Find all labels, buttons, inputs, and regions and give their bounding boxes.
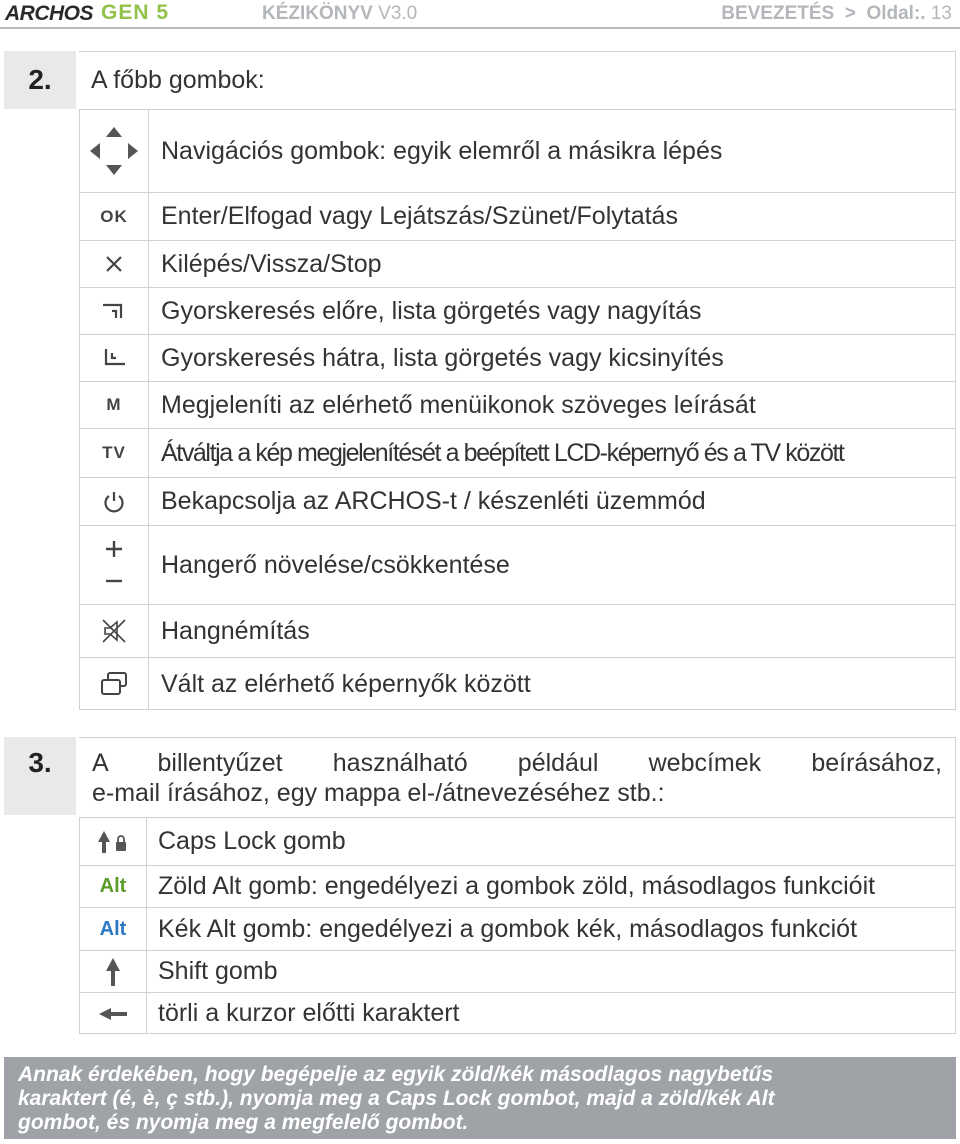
navigation-arrows-icon [80, 110, 149, 192]
tv-icon [80, 429, 149, 477]
table-row [80, 657, 955, 710]
row-description: Zöld Alt gomb: engedélyezi a gombok zöld, másodlagos funkcióit [158, 872, 876, 900]
section-3-border [955, 737, 956, 817]
alt-green-icon [80, 866, 147, 907]
row-description: Gyorskeresés hátra, lista görgetés vagy kicsinyítés [161, 343, 724, 372]
tip-note-line: karaktert (é, è, ç stb.), nyomja meg a Caps Lock gombot, majd a zöld/kék Alt [18, 1087, 775, 1110]
switch-screens-icon [80, 658, 149, 710]
keyboard-keys-table [79, 817, 956, 1034]
section-2-title: A főbb gombok: [79, 51, 956, 109]
section-3-intro [92, 748, 942, 808]
rewind-corner-icon [80, 335, 149, 381]
page-label: Oldal:. [866, 3, 926, 24]
alt-blue-icon [80, 908, 147, 950]
breadcrumb-section: BEVEZETÉS [721, 3, 835, 24]
row-description: Vált az elérhető képernyők között [161, 669, 531, 698]
menu-m-icon-label: M [106, 395, 122, 414]
model-name: GEN 5 [101, 1, 170, 24]
table-row [80, 381, 955, 428]
row-description: Átváltja a kép megjelenítését a beépített LCD-képernyő és a TV között [161, 438, 844, 467]
table-row [80, 428, 955, 477]
tip-note-line: Annak érdekében, hogy begépelje az egyik zöld/kék másodlagos nagybetűs [18, 1063, 774, 1086]
alt-green-icon-label: Alt [99, 875, 127, 897]
manual-version: V3.0 [378, 3, 418, 24]
table-row [80, 525, 955, 604]
tip-note [4, 1057, 956, 1139]
row-description: Kék Alt gomb: engedélyezi a gombok kék, másodlagos funkciót [158, 914, 858, 943]
backspace-arrow-icon [80, 993, 147, 1034]
row-description: Megjeleníti az elérhető menüikonok szöveges leírását [161, 390, 756, 419]
header-divider [0, 27, 960, 29]
shift-arrow-icon [80, 951, 147, 992]
row-description: Caps Lock gomb [158, 827, 346, 855]
table-row [80, 865, 955, 907]
caps-lock-icon [80, 818, 147, 865]
alt-blue-icon-label: Alt [99, 917, 127, 940]
section-3-number: 3. [4, 737, 76, 815]
tip-note-line: gombot, és nyomja meg a megfelelő gombot. [18, 1111, 469, 1134]
menu-m-icon [80, 382, 149, 428]
table-row [80, 907, 955, 950]
table-row [80, 334, 955, 381]
mute-icon [80, 605, 149, 657]
ok-icon [80, 193, 149, 240]
section-2-number: 2. [4, 51, 76, 109]
ok-icon-label: OK [100, 206, 128, 226]
fast-forward-corner-icon [80, 288, 149, 334]
row-description: Hangnémítás [161, 616, 310, 645]
row-description: Gyorskeresés előre, lista görgetés vagy nagyítás [161, 296, 702, 325]
table-row [80, 818, 955, 865]
table-row [80, 477, 955, 525]
table-row [80, 950, 955, 992]
table-row [80, 287, 955, 334]
table-row [80, 240, 955, 287]
close-x-icon [80, 241, 149, 287]
breadcrumb [721, 3, 952, 25]
row-description: törli a kurzor előtti karaktert [158, 999, 460, 1027]
volume-plus-minus-icon [80, 526, 149, 604]
table-row [80, 192, 955, 240]
breadcrumb-separator: > [844, 3, 856, 24]
row-description: Bekapcsolja az ARCHOS-t / készenléti üzemmód [161, 487, 706, 515]
row-description: Enter/Elfogad vagy Lejátszás/Szünet/Folytatás [161, 202, 678, 230]
table-row [80, 110, 955, 192]
manual-label: KÉZIKÖNYV [262, 3, 373, 24]
table-row [80, 604, 955, 657]
section-3-intro-line: A billentyűzet használható például webcímek beírásához, [92, 749, 942, 777]
row-description: Navigációs gombok: egyik elemről a másikra lépés [161, 136, 723, 165]
brand-logo: ARCHOS [5, 2, 94, 25]
page-header [0, 0, 960, 26]
section-3-divider [79, 737, 956, 738]
row-description: Shift gomb [158, 957, 278, 985]
tv-icon-label: TV [102, 443, 126, 462]
power-icon [80, 478, 149, 525]
row-description: Hangerő növelése/csökkentése [161, 550, 510, 579]
page-number: 13 [930, 3, 952, 24]
section-3-intro-line: e-mail írásához, egy mappa el-/átnevezéséhez stb.: [92, 779, 665, 807]
table-row [80, 992, 955, 1034]
main-buttons-table [79, 109, 956, 710]
row-description: Kilépés/Vissza/Stop [161, 249, 382, 278]
manual-title [262, 3, 417, 25]
